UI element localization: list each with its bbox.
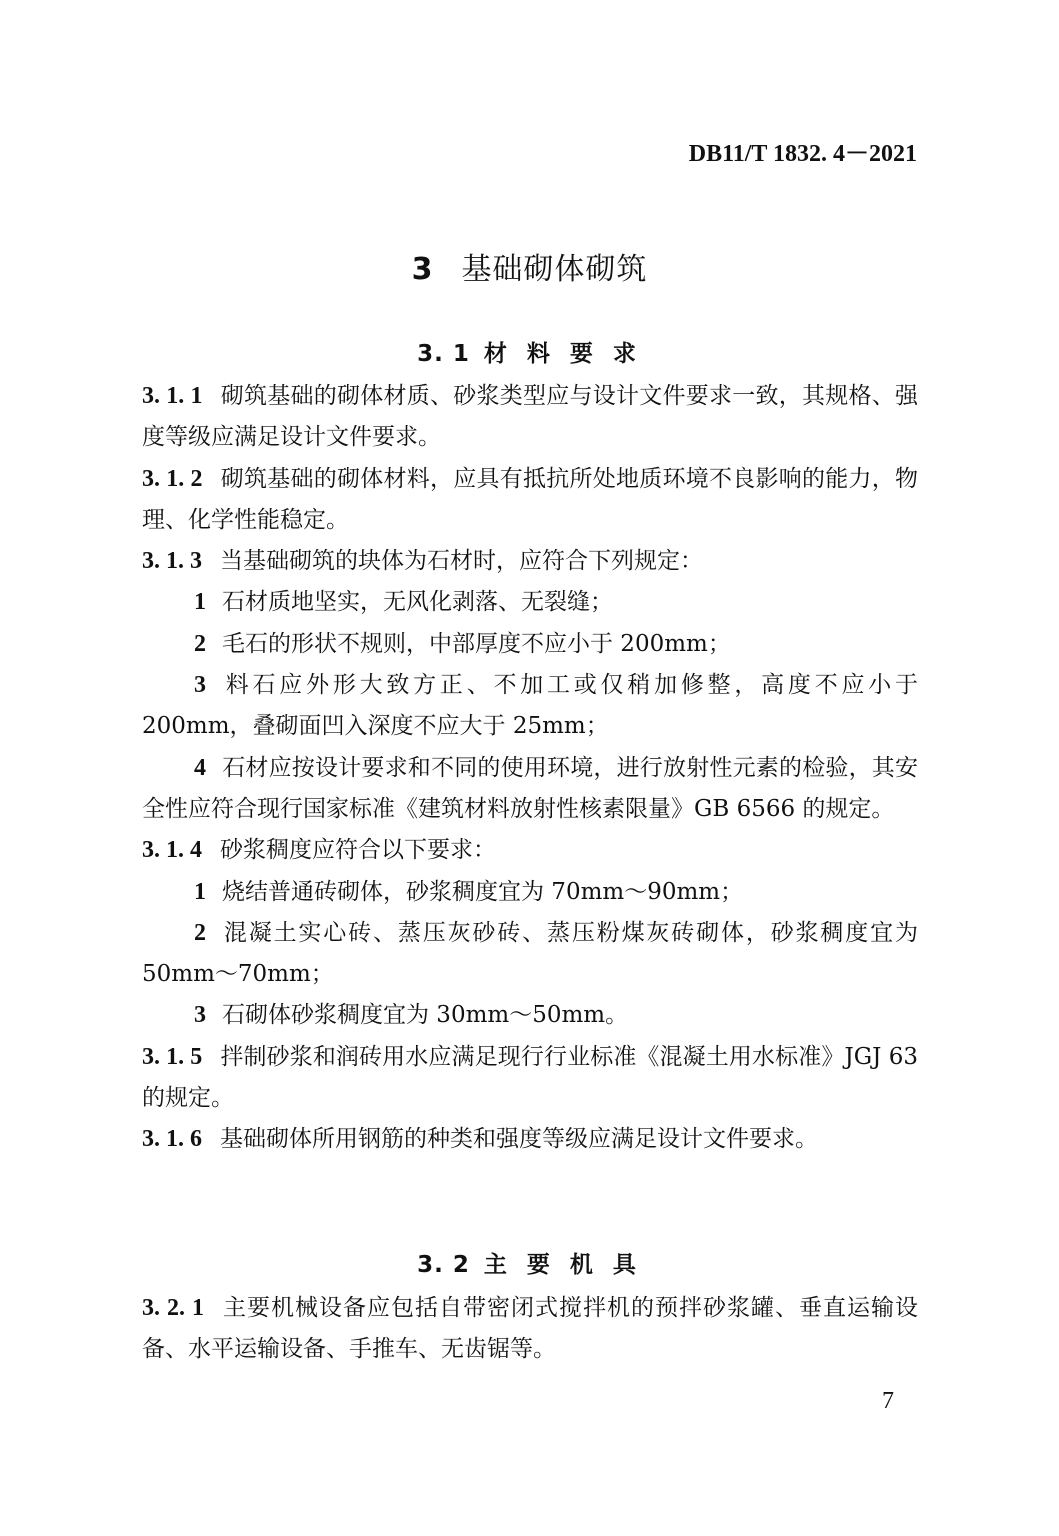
list-item: [142, 665, 918, 748]
list-item: [142, 748, 918, 831]
list-item: [142, 995, 918, 1036]
item-text: 料石应外形大致方正、不加工或仅稍加修整，高度不应小于 200mm，叠砌面凹入深度不应大于 25mm；: [142, 672, 918, 740]
item-number: 4: [194, 754, 206, 781]
clause-3-1-6: [142, 1119, 918, 1160]
clause-text: 砂浆稠度应符合以下要求：: [220, 837, 496, 864]
clause-3-1-2: [142, 459, 918, 542]
page-number: 7: [882, 1388, 894, 1414]
clause-text: 当基础砌筑的块体为石材时，应符合下列规定：: [220, 548, 703, 575]
item-number: 3: [194, 672, 206, 699]
clause-text: 砌筑基础的砌体材料，应具有抵抗所处地质环境不良影响的能力，物理、化学性能稳定。: [142, 465, 918, 533]
list-item: [142, 913, 918, 996]
chapter-number: 3: [411, 252, 434, 287]
clause-number: 3. 2. 1: [142, 1295, 204, 1321]
section-number: 3. 1: [417, 341, 470, 367]
section-heading-3-1: [0, 337, 1059, 371]
item-number: 1: [194, 589, 206, 616]
item-number: 1: [194, 878, 206, 905]
section-3-2-body: [142, 1288, 918, 1371]
chapter-title: 基础砌体砌筑: [461, 252, 648, 287]
item-text: 混凝土实心砖、蒸压灰砂砖、蒸压粉煤灰砖砌体，砂浆稠度宜为 50mm～70mm；: [142, 919, 918, 988]
section-heading-3-2: [0, 1248, 1059, 1282]
item-text: 石材质地坚实，无风化剥落、无裂缝；: [222, 589, 613, 616]
section-title: 主 要 机 具: [483, 1252, 642, 1278]
clause-text: 砌筑基础的砌体材质、砂浆类型应与设计文件要求一致，其规格、强度等级应满足设计文件要求。: [142, 383, 918, 451]
clause-3-1-4: [142, 830, 918, 871]
clause-3-1-1: [142, 376, 918, 459]
clause-text: 拌制砂浆和润砖用水应满足现行行业标准《混凝土用水标准》JGJ 63 的规定。: [142, 1043, 918, 1112]
clause-3-2-1: [142, 1288, 918, 1371]
item-number: 2: [194, 630, 206, 657]
clause-number: 3. 1. 6: [142, 1126, 202, 1153]
clause-3-1-5: [142, 1037, 918, 1120]
clause-number: 3. 1. 4: [142, 837, 202, 864]
clause-number: 3. 1. 1: [142, 383, 203, 409]
clause-number: 3. 1. 5: [142, 1043, 203, 1070]
list-item: [142, 624, 918, 665]
standard-code: DB11/T 1832. 4－2021: [688, 141, 917, 167]
clause-3-1-3: [142, 541, 918, 582]
clause-number: 3. 1. 2: [142, 465, 203, 492]
clause-text: 基础砌体所用钢筋的种类和强度等级应满足设计文件要求。: [220, 1126, 818, 1153]
section-3-1-body: [142, 376, 918, 1161]
item-text: 烧结普通砖砌体，砂浆稠度宜为 70mm～90mm；: [222, 878, 744, 905]
clause-text: 主要机械设备应包括自带密闭式搅拌机的预拌砂浆罐、垂直运输设备、水平运输设备、手推车、无齿锯等。: [142, 1295, 918, 1363]
clause-number: 3. 1. 3: [142, 548, 202, 575]
item-text: 毛石的形状不规则，中部厚度不应小于 200mm；: [222, 630, 731, 657]
list-item: [142, 872, 918, 913]
section-number: 3. 2: [417, 1252, 470, 1278]
section-title: 材 料 要 求: [483, 341, 642, 367]
item-number: 3: [194, 1002, 206, 1029]
item-text: 石材应按设计要求和不同的使用环境，进行放射性元素的检验，其安全性应符合现行国家标准《建筑材料放射性核素限量》GB 6566 的规定。: [142, 754, 918, 822]
chapter-heading: [0, 250, 1059, 290]
list-item: [142, 582, 918, 623]
item-text: 石砌体砂浆稠度宜为 30mm～50mm。: [222, 1002, 629, 1029]
item-number: 2: [194, 919, 206, 946]
